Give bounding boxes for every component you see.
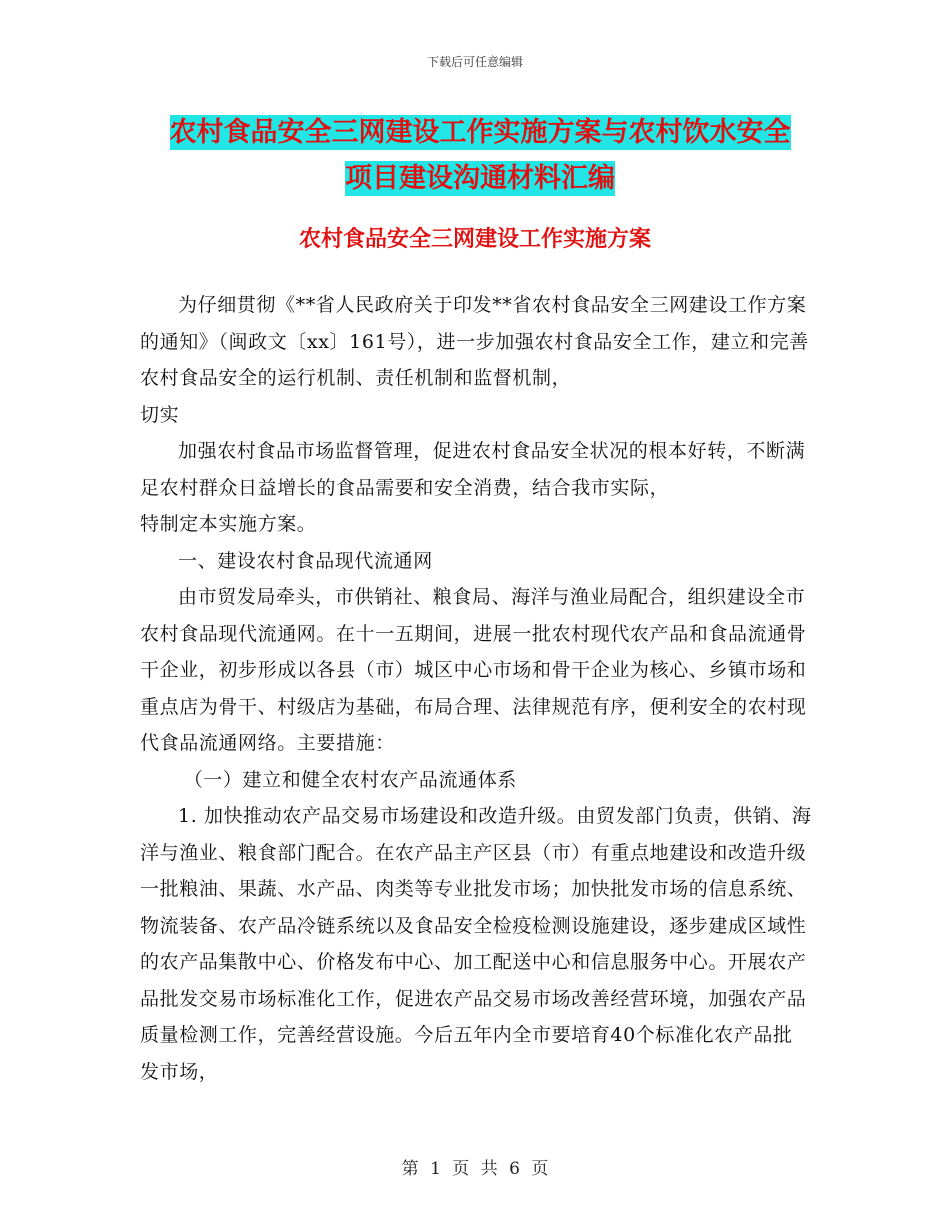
page-footer: 第 1 页 共 6 页 [401,1159,549,1179]
paragraph: 由市贸发局牵头，市供销社、粮食局、海洋与渔业局配合，组织建设全市农村食品现代流通网。在十一五期间，进展一批农村现代农产品和食品流通骨干企业，初步形成以各县（市）城区中心市场和骨干企业为核心、乡镇市场和重点店为骨干、村级店为基础，布局合理、法律规范有序，便利安全的农村现代食品流通网络。主要措施： [140,586,807,754]
header-note: 下载后可任意编辑 [426,55,523,69]
paragraph: 特制定本实施方案。 [140,513,317,535]
title-line-1: 农村食品安全三网建设工作实施方案与农村饮水安全 [169,117,791,148]
paragraph: 1. 加快推动农产品交易市场建设和改造升级。由贸发部门负责，供销、海洋与渔业、粮食部门配合。在农产品主产区县（市）有重点地建设和改造升级一批粮油、果蔬、水产品、肉类等专业批发市场；加快批发市场的信息系统、物流装备、农产品冷链系统以及食品安全检疫检测设施建设，逐步建成区域性的农产品集散中心、价格发布中心、加工配送中心和信息服务中心。开展农产品批发交易市场标准化工作，促进农产品交易市场改善经营环境，加强农产品质量检测工作，完善经营设施。今后五年内全市要培育40个标准化农产品批发市场， [140,805,812,1083]
section-heading: 一、建设农村食品现代流通网 [178,549,433,572]
body-text [140,287,812,1090]
document-title [150,110,810,202]
paragraph: 为仔细贯彻《**省人民政府关于印发**省农村食品安全三网建设工作方案的通知》（闽政文〔xx〕161号），进一步加强农村食品安全工作，建立和完善农村食品安全的运行机制、责任机制和监督机制， [140,294,809,389]
subsection-heading: （一）建立和健全农村农产品流通体系 [183,768,517,791]
paragraph: 切实 [140,403,180,426]
section-title: 农村食品安全三网建设工作实施方案 [298,227,651,252]
title-line-2: 项目建设沟通材料汇编 [345,163,615,194]
paragraph: 加强农村食品市场监督管理，促进农村食品安全状况的根本好转，不断满足农村群众日益增长的食品需要和安全消费，结合我市实际， [140,440,806,499]
